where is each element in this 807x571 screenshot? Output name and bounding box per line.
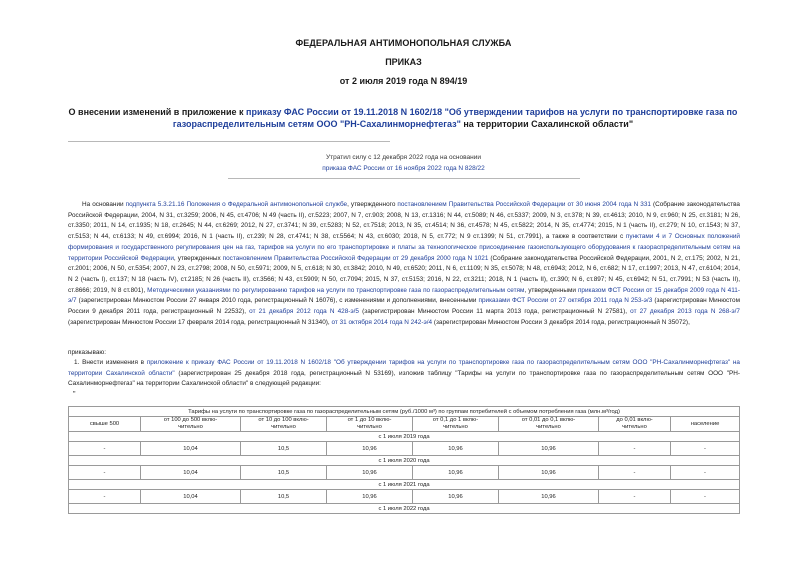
tariff-value-cell: 10,5 bbox=[241, 442, 327, 456]
tariff-value-cell: 10,96 bbox=[327, 466, 413, 480]
tariff-value-cell: - bbox=[69, 442, 141, 456]
tariff-value-cell: - bbox=[69, 490, 141, 504]
p1-text-3: (Собрание законодательства Российской Федерации, 2004, N 31, ст.3259; 2006, N 45, ст.4706; N 49 (часть II), ст.5223; 2007, N 7, ст.903; 2008, N 13, ст.1316; N 44, ст.5089; N 46, ст.5337; 2009, N 3, ст.378; N 39, ст.4613; 2010, N 9, ст.960; N 25, ст.3181; N 26, ст.3350; 2011, N 14, ст.1935; N 18, ст.2645; N 44, ст.6269; 2012, N 27, ст.3741; N 39, ст.5283; N 52, ст.7518; 2013, N 35, ст.4514; N 36, ст.4578; N 45, ст.5822; 2014, N 35, ст.4774; 2015, N 1 (часть II), ст.279; N 10, ст.1543; N 37, ст.5153; N 44, ст.6133; N 49, ст.6994; 2016, N 1 (часть II), ст.239; N 28, ст.4741; N 38, ст.5564; N 43, ст.6030; 2018, N 5, ст.772; N 9 ст.1399; N 51, ст.7991), а также в соответствии с bbox=[68, 201, 740, 241]
period-row bbox=[69, 456, 740, 466]
period-row bbox=[69, 432, 740, 442]
separator-bottom bbox=[228, 178, 580, 179]
order-word: приказываю: bbox=[68, 349, 106, 356]
table-caption: Тарифы на услуги по транспортировке газа по газораспределительным сетям (руб./1000 м³) по группам потребителей с объемом потребления газа (млн.м³/год) bbox=[69, 407, 740, 417]
tariff-value-cell: 10,04 bbox=[141, 490, 241, 504]
status-note-link[interactable]: приказа ФАС России от 16 ноября 2022 года N 828/22 bbox=[322, 165, 485, 172]
p1-text-5: (Собрание законодательства Российской Федерации, 2001, N 2, ст.175; 2002, N 21, ст.2001; 2006, N 50, ст.5354; 2007, N 23, ст.2798; 2008, N 50, ст.5971; 2009, N 5, ст.618; N 30, ст.3842; 2010, N 49, ст.6520; 2011, N 6, ст.1109; N 35, ст.5078; N 48, ст.6943; 2012, N 6, ст.682; N 17, ст.1997; 2013, N 47, ст.6104; 2014, N 2 (часть I), ст.137; N 18 (часть IV), ст.2185; N 26 (часть II), ст.3566; N 43, ст.5909; N 50, ст.7094; 2015, N 37, ст.5153; 2016, N 22, ст.3211; 2018, N 1 (часть II), ст.390; N 6, ст.897; N 45, ст.6942; N 51, ст.7991; N 53 (часть II), ст.8666; 2019, N 8 ст.801), bbox=[68, 254, 740, 294]
p1-link-6[interactable]: приказом ФСТ России от 15 декабря 2009 года N 411-э/7 bbox=[68, 286, 740, 305]
table-bullet: " bbox=[73, 391, 76, 398]
title-link[interactable]: приказу ФАС России от 19.11.2018 N 1602/18 "Об утверждении тарифов на услуги по транспортировке газа по газораспределительным сетям ООО "РН-Сахалинморнефтегаз" bbox=[172, 107, 738, 129]
column-header: свыше 500 bbox=[69, 417, 141, 432]
p1-text-10: (зарегистрирован Минюстом России 17 февраля 2014 года, регистрационный N 31340), bbox=[68, 318, 332, 326]
tariff-value-cell: 10,04 bbox=[141, 466, 241, 480]
period-label: с 1 июля 2019 года bbox=[69, 432, 740, 442]
column-header: от 100 до 500 вклю- чительно bbox=[141, 417, 241, 432]
p1-link-2[interactable]: постановлением Правительства Российской Федерации от 30 июня 2004 года N 331 bbox=[397, 201, 651, 208]
table-caption-row bbox=[69, 407, 740, 417]
p1-text-2: , утвержденного bbox=[347, 201, 398, 208]
column-header: от 10 до 100 вклю- чительно bbox=[241, 417, 327, 432]
separator-top bbox=[68, 141, 390, 142]
p1-text-6: , утвержденными bbox=[524, 286, 578, 294]
p1-text-8: (зарегистрирован Минюстом России 9 декабря 2011 года, регистрационный N 22532), bbox=[68, 297, 740, 316]
table-header-row bbox=[69, 417, 740, 432]
tariff-value-cell: 10,96 bbox=[413, 466, 499, 480]
tariff-value-cell: - bbox=[671, 442, 740, 456]
period-label: с 1 июля 2022 года bbox=[69, 504, 740, 514]
column-header: от 1 до 10 вклю- чительно bbox=[327, 417, 413, 432]
tariff-value-cell: 10,96 bbox=[499, 466, 599, 480]
p3-link-1[interactable]: приложение к приказу ФАС России от 19.11.2018 N 1602/18 "Об утверждении тарифов на услуги по транспортировке газа по газораспределительным сетям ООО "РН-Сахалинморнефтегаз" на территории Сахалинской области" bbox=[68, 359, 740, 377]
document-title bbox=[68, 106, 738, 130]
p1-link-10[interactable]: от 31 октября 2014 года N 242-э/4 bbox=[331, 318, 433, 326]
period-row bbox=[69, 504, 740, 514]
tariff-value-cell: 10,96 bbox=[499, 442, 599, 456]
tariff-value-cell: 10,96 bbox=[327, 490, 413, 504]
organization-name: ФЕДЕРАЛЬНАЯ АНТИМОНОПОЛЬНАЯ СЛУЖБА bbox=[295, 38, 512, 48]
preamble-paragraph bbox=[68, 200, 740, 328]
period-label: с 1 июля 2021 года bbox=[69, 480, 740, 490]
title-prefix: О внесении изменений в приложение к bbox=[68, 107, 247, 117]
tariff-value-cell: 10,04 bbox=[141, 442, 241, 456]
p1-link-5[interactable]: Методическими указаниями по регулированию тарифов на услуги по транспортировке газа по газораспределительным сетям bbox=[147, 286, 525, 294]
p1-link-1[interactable]: подпункта 5.3.21.16 Положения о Федеральной антимонопольной службе bbox=[125, 201, 348, 208]
document-type: ПРИКАЗ bbox=[385, 57, 422, 67]
p1-link-9[interactable]: от 27 декабря 2013 года N 268-э/7 bbox=[630, 308, 740, 316]
tariff-value-cell: - bbox=[69, 466, 141, 480]
tariff-values-row bbox=[69, 466, 740, 480]
tariff-value-cell: - bbox=[671, 466, 740, 480]
column-header: от 0,01 до 0,1 вклю- чительно bbox=[499, 417, 599, 432]
tariff-value-cell: - bbox=[599, 466, 671, 480]
p1-link-7[interactable]: приказами ФСТ России от 27 октября 2011 года N 253-э/3 bbox=[478, 297, 653, 305]
period-label: с 1 июля 2020 года bbox=[69, 456, 740, 466]
tariff-value-cell: - bbox=[599, 442, 671, 456]
tariff-values-row bbox=[69, 490, 740, 504]
p1-text-7: (зарегистрирован Минюстом России 27 января 2010 года, регистрационный N 16076), с изменениями и дополнениями, внесенными bbox=[76, 297, 479, 305]
p1-text-9: (зарегистрирован Минюстом России 11 марта 2013 года, регистрационный N 27581), bbox=[359, 308, 631, 316]
p1-text-1: На основании bbox=[82, 201, 126, 208]
tariff-table bbox=[68, 406, 740, 514]
title-suffix: на территории Сахалинской области" bbox=[460, 119, 634, 129]
p1-link-4[interactable]: постановлением Правительства Российской Федерации от 29 декабря 2000 года N 1021 bbox=[222, 254, 489, 262]
tariff-value-cell: 10,96 bbox=[327, 442, 413, 456]
p1-text-4: , утвержденных bbox=[173, 254, 223, 262]
tariff-value-cell: 10,5 bbox=[241, 466, 327, 480]
tariff-value-cell: 10,5 bbox=[241, 490, 327, 504]
p1-text-11: (зарегистрирован Минюстом России 3 декабря 2014 года, регистрационный N 35072), bbox=[432, 318, 690, 326]
tariff-value-cell: 10,96 bbox=[413, 442, 499, 456]
p1-link-3[interactable]: пунктами 4 и 7 Основных положений формирования и государственного регулирования цен на газ, тарифов на услуги по его транспортировке и платы за технологическое присоединение газоиспользующего оборудования к газораспределительным сетям на территории Российской Федерации bbox=[68, 233, 741, 262]
column-header: до 0,01 вклю- чительно bbox=[599, 417, 671, 432]
p3-text-2: (зарегистрирован 25 декабря 2018 года, регистрационный N 53169), изложив таблицу "Тарифы на услуги по транспортировке газа по газораспределительным сетям ООО "РН-Сахалинморнефтегаз" на территории Сахалинской области" в следующей редакции: bbox=[68, 369, 740, 388]
status-note bbox=[0, 152, 807, 174]
tariff-value-cell: 10,96 bbox=[413, 490, 499, 504]
document-date-number: от 2 июля 2019 года N 894/19 bbox=[339, 76, 468, 86]
tariff-values-row bbox=[69, 442, 740, 456]
period-row bbox=[69, 480, 740, 490]
p3-text-1: 1. Внести изменения в bbox=[74, 359, 147, 366]
tariff-value-cell: - bbox=[599, 490, 671, 504]
item-1-paragraph bbox=[68, 358, 740, 390]
tariff-value-cell: 10,96 bbox=[499, 490, 599, 504]
status-note-text: Утратил силу с 12 декабря 2022 года на основании bbox=[326, 154, 481, 161]
column-header: население bbox=[671, 417, 740, 432]
p1-link-8[interactable]: от 21 декабря 2012 года N 428-э/5 bbox=[249, 308, 359, 316]
column-header: от 0,1 до 1 вклю- чительно bbox=[413, 417, 499, 432]
tariff-value-cell: - bbox=[671, 490, 740, 504]
